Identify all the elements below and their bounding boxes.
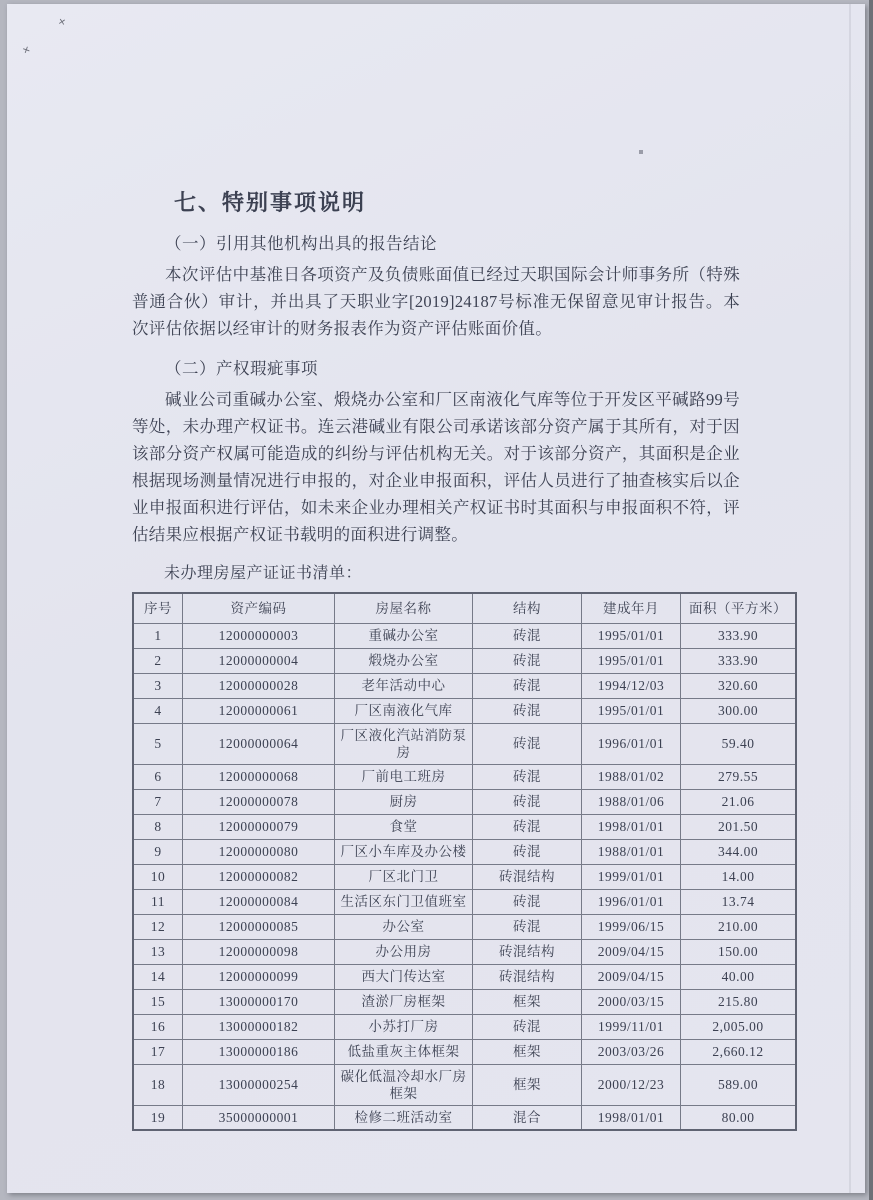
table-cell: 6: [133, 764, 183, 789]
table-cell: 300.00: [681, 698, 797, 723]
table-row: [133, 989, 796, 1014]
column-header: 序号: [133, 593, 183, 623]
table-cell: 14: [133, 964, 183, 989]
table-cell: 小苏打厂房: [335, 1014, 473, 1039]
table-cell: 12000000078: [183, 789, 335, 814]
table-cell: 混合: [473, 1105, 582, 1130]
table-cell: 框架: [473, 1064, 582, 1105]
table-cell: 15: [133, 989, 183, 1014]
table-cell: 2009/04/15: [582, 964, 681, 989]
table-cell: 12000000085: [183, 914, 335, 939]
table-cell: 1995/01/01: [582, 623, 681, 648]
table-cell: 砖混: [473, 673, 582, 698]
table-cell: 18: [133, 1064, 183, 1105]
column-header: 结构: [473, 593, 582, 623]
table-cell: 1999/11/01: [582, 1014, 681, 1039]
column-header: 房屋名称: [335, 593, 473, 623]
table-cell: 35000000001: [183, 1105, 335, 1130]
table-cell: 办公室: [335, 914, 473, 939]
table-cell: 12000000064: [183, 723, 335, 764]
table-cell: 12000000079: [183, 814, 335, 839]
table-cell: 12000000028: [183, 673, 335, 698]
table-row: [133, 839, 796, 864]
table-cell: 食堂: [335, 814, 473, 839]
table-cell: 7: [133, 789, 183, 814]
table-cell: 14.00: [681, 864, 797, 889]
table-row: [133, 789, 796, 814]
table-cell: 279.55: [681, 764, 797, 789]
table-cell: 砖混: [473, 1014, 582, 1039]
page-fold-line: [849, 4, 851, 1193]
table-cell: 4: [133, 698, 183, 723]
table-cell: 2000/03/15: [582, 989, 681, 1014]
table-cell: 12000000082: [183, 864, 335, 889]
table-cell: 12000000061: [183, 698, 335, 723]
table-cell: 1994/12/03: [582, 673, 681, 698]
column-header: 资产编码: [183, 593, 335, 623]
table-cell: 砖混结构: [473, 939, 582, 964]
table-cell: 10: [133, 864, 183, 889]
table-cell: 砖混: [473, 814, 582, 839]
table-row: [133, 764, 796, 789]
table-row: [133, 964, 796, 989]
table-cell: 厂区南液化气库: [335, 698, 473, 723]
table-cell: 11: [133, 889, 183, 914]
table-cell: 重碱办公室: [335, 623, 473, 648]
table-cell: 12000000068: [183, 764, 335, 789]
column-header: 面积（平方米）: [681, 593, 797, 623]
table-cell: 201.50: [681, 814, 797, 839]
table-cell: 13: [133, 939, 183, 964]
table-row: [133, 889, 796, 914]
table-cell: 碳化低温冷却水厂房框架: [335, 1064, 473, 1105]
table-cell: 1999/01/01: [582, 864, 681, 889]
table-cell: 9: [133, 839, 183, 864]
table-cell: 2003/03/26: [582, 1039, 681, 1064]
table-cell: 3: [133, 673, 183, 698]
table-cell: 砖混: [473, 723, 582, 764]
table-cell: 检修二班活动室: [335, 1105, 473, 1130]
table-cell: 1998/01/01: [582, 814, 681, 839]
table-cell: 12: [133, 914, 183, 939]
table-cell: 办公用房: [335, 939, 473, 964]
table-cell: 厂区小车库及办公楼: [335, 839, 473, 864]
table-row: [133, 814, 796, 839]
asset-table-header-row: [133, 593, 796, 623]
table-row: [133, 698, 796, 723]
table-cell: 16: [133, 1014, 183, 1039]
table-cell: 2000/12/23: [582, 1064, 681, 1105]
table-cell: 2,005.00: [681, 1014, 797, 1039]
table-cell: 砖混: [473, 889, 582, 914]
paragraph-audit-conclusion: 本次评估中基准日各项资产及负债账面值已经过天职国际会计师事务所（特殊普通合伙）审计，并出具了天职业字[2019]24187号标准无保留意见审计报告。本次评估依据以经审计的财务报表作为资产评估账面价值。: [132, 265, 740, 338]
table-cell: 320.60: [681, 673, 797, 698]
table-cell: 21.06: [681, 789, 797, 814]
table-cell: 渣淤厂房框架: [335, 989, 473, 1014]
table-cell: 1988/01/01: [582, 839, 681, 864]
table-row: [133, 1039, 796, 1064]
table-cell: 西大门传达室: [335, 964, 473, 989]
table-cell: 1996/01/01: [582, 723, 681, 764]
table-cell: 333.90: [681, 623, 797, 648]
table-cell: 厨房: [335, 789, 473, 814]
table-cell: 1: [133, 623, 183, 648]
table-row: [133, 864, 796, 889]
table-caption: 未办理房屋产证证书清单：: [164, 565, 363, 582]
table-cell: 砖混结构: [473, 964, 582, 989]
section-title: 七、特别事项说明: [174, 190, 367, 215]
table-cell: 老年活动中心: [335, 673, 473, 698]
table-cell: 砖混: [473, 698, 582, 723]
table-row: [133, 673, 796, 698]
table-row: [133, 623, 796, 648]
table-cell: 344.00: [681, 839, 797, 864]
table-cell: 砖混结构: [473, 864, 582, 889]
table-cell: 13000000182: [183, 1014, 335, 1039]
table-cell: 589.00: [681, 1064, 797, 1105]
document-page: [7, 4, 865, 1193]
table-cell: 生活区东门卫值班室: [335, 889, 473, 914]
table-cell: 砖混: [473, 789, 582, 814]
table-cell: 12000000080: [183, 839, 335, 864]
table-cell: 框架: [473, 989, 582, 1014]
table-cell: 80.00: [681, 1105, 797, 1130]
table-cell: 13000000170: [183, 989, 335, 1014]
table-row: [133, 723, 796, 764]
table-cell: 1988/01/06: [582, 789, 681, 814]
table-cell: 8: [133, 814, 183, 839]
table-cell: 砖混: [473, 623, 582, 648]
table-row: [133, 648, 796, 673]
asset-table-head: [133, 593, 796, 623]
table-cell: 厂前电工班房: [335, 764, 473, 789]
table-row: [133, 939, 796, 964]
table-cell: 2: [133, 648, 183, 673]
table-cell: 12000000003: [183, 623, 335, 648]
subsection-heading-1: （一）引用其他机构出具的报告结论: [165, 234, 437, 253]
table-cell: 12000000004: [183, 648, 335, 673]
table-cell: 砖混: [473, 764, 582, 789]
table-cell: 1999/06/15: [582, 914, 681, 939]
table-cell: 煅烧办公室: [335, 648, 473, 673]
table-cell: 12000000084: [183, 889, 335, 914]
table-cell: 13000000186: [183, 1039, 335, 1064]
table-cell: 333.90: [681, 648, 797, 673]
table-cell: 1995/01/01: [582, 648, 681, 673]
table-cell: 13.74: [681, 889, 797, 914]
table-row: [133, 1105, 796, 1130]
table-cell: 5: [133, 723, 183, 764]
table-row: [133, 1064, 796, 1105]
table-cell: 2009/04/15: [582, 939, 681, 964]
table-cell: 59.40: [681, 723, 797, 764]
table-cell: 厂区液化汽站消防泵房: [335, 723, 473, 764]
table-cell: 1998/01/01: [582, 1105, 681, 1130]
table-cell: 砖混: [473, 914, 582, 939]
staple-mark-icon: ✕: [21, 44, 33, 58]
paragraph-property-defects: 碱业公司重碱办公室、煅烧办公室和厂区南液化气库等位于开发区平碱路99号等处，未办理产权证书。连云港碱业有限公司承诺该部分资产属于其所有，对于因该部分资产权属可能造成的纠纷与评估机构无关。对于该部分资产，其面积是企业根据现场测量情况进行申报的，对企业申报面积，评估人员进行了抽查核实后以企业申报面积进行评估，如未来企业办理相关产权证书时其面积与申报面积不符，评估结果应根据产权证书载明的面积进行调整。: [132, 390, 740, 544]
table-cell: 1995/01/01: [582, 698, 681, 723]
table-cell: 1988/01/02: [582, 764, 681, 789]
table-cell: 厂区北门卫: [335, 864, 473, 889]
asset-table: [132, 592, 797, 1131]
subsection-heading-2: （二）产权瑕疵事项: [165, 359, 318, 378]
table-cell: 砖混: [473, 839, 582, 864]
table-cell: 150.00: [681, 939, 797, 964]
asset-table-body: [133, 623, 796, 1130]
table-row: [133, 914, 796, 939]
table-cell: 210.00: [681, 914, 797, 939]
ink-speck: [639, 150, 643, 154]
table-cell: 40.00: [681, 964, 797, 989]
scan-edge-shadow: [869, 0, 873, 1200]
staple-mark-icon: ✕: [57, 17, 67, 29]
table-cell: 低盐重灰主体框架: [335, 1039, 473, 1064]
table-cell: 12000000098: [183, 939, 335, 964]
table-cell: 19: [133, 1105, 183, 1130]
table-cell: 12000000099: [183, 964, 335, 989]
table-row: [133, 1014, 796, 1039]
table-cell: 13000000254: [183, 1064, 335, 1105]
table-cell: 砖混: [473, 648, 582, 673]
column-header: 建成年月: [582, 593, 681, 623]
table-cell: 框架: [473, 1039, 582, 1064]
table-cell: 215.80: [681, 989, 797, 1014]
table-cell: 1996/01/01: [582, 889, 681, 914]
table-cell: 17: [133, 1039, 183, 1064]
table-cell: 2,660.12: [681, 1039, 797, 1064]
